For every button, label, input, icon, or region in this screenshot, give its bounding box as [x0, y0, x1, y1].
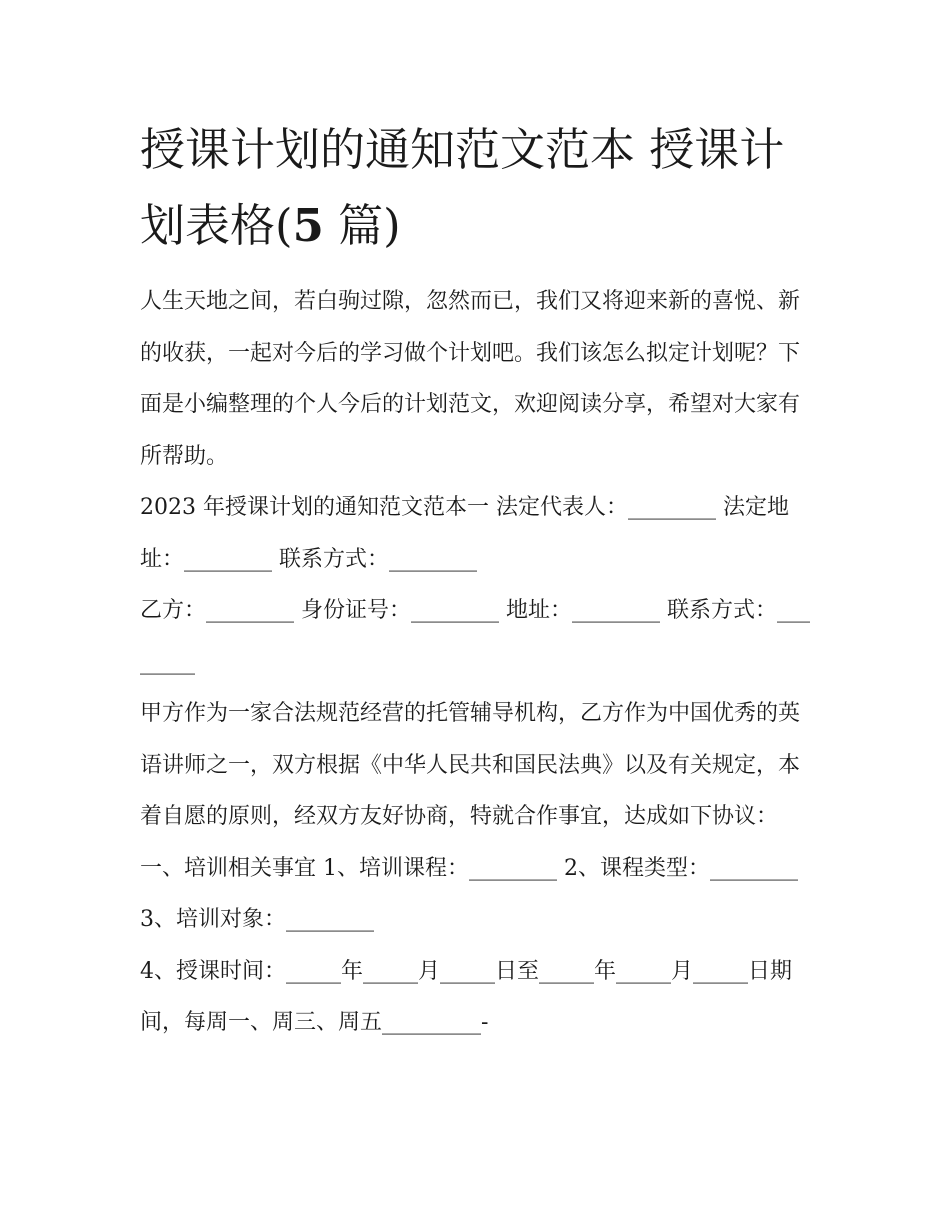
agreement-preamble: 甲方作为一家合法规范经营的托管辅导机构，乙方作为中国优秀的英语讲师之一，双方根据《中华人民共和国民法典》以及有关规定，本着自愿的原则，经双方友好协商，特就合作事宜，达成如下协议： — [140, 701, 801, 829]
party-b-info: 乙方：________ 身份证号：________ 地址：________ 联系方式：________ — [140, 598, 810, 675]
training-items: 一、培训相关事宜 1、培训课程：________ 2、课程类型：________ 3、培训对象：________ — [140, 855, 798, 932]
document-body — [140, 112, 815, 1049]
title-text: 授课计划的通知范文范本 授课计划表格( — [140, 123, 785, 252]
title-count: 5 — [292, 199, 324, 252]
teaching-schedule: 4、授课时间：_____年_____月_____日至_____年_____月_____日期间，每周一、周三、周五_________- — [140, 958, 792, 1035]
document-title — [140, 112, 815, 264]
intro-paragraph: 人生天地之间，若白驹过隙，忽然而已，我们又将迎来新的喜悦、新的收获，一起对今后的学习做个计划吧。我们该怎么拟定计划呢？下面是小编整理的个人今后的计划范文，欢迎阅读分享，希望对大家有所帮助。 — [140, 289, 801, 469]
party-a-info: 2023 年授课计划的通知范文范本一 法定代表人：________ 法定地址：________ 联系方式：________ — [140, 495, 789, 572]
title-suffix: 篇) — [323, 199, 401, 252]
